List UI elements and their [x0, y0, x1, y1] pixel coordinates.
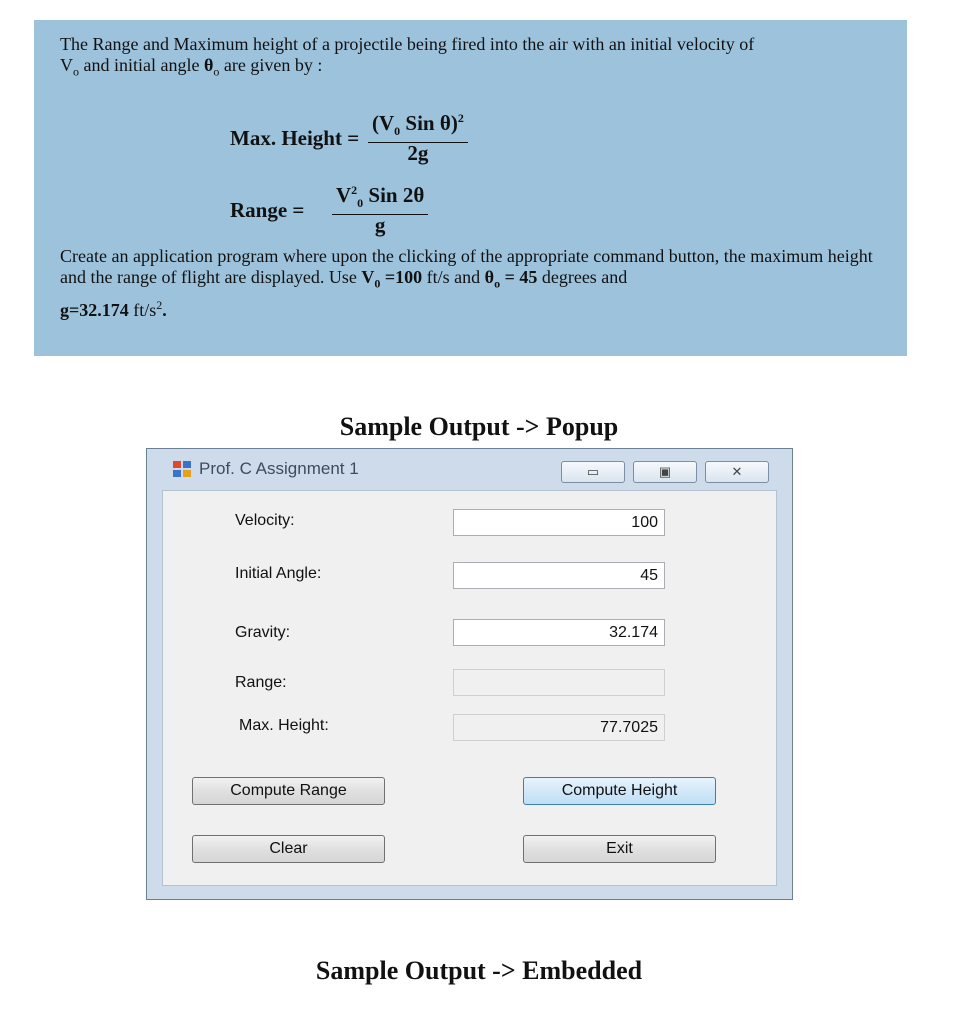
use-theta-value: = 45 [500, 267, 538, 287]
intro-end: are given by : [219, 55, 323, 75]
gravity-label: Gravity: [235, 624, 291, 641]
intro-theta-sub: o [213, 64, 220, 79]
mh-num-rest: Sin θ) [400, 111, 458, 135]
initial-angle-input[interactable]: 45 [453, 562, 665, 589]
range-output [453, 669, 665, 696]
max-height-formula-label: Max. Height = [230, 126, 360, 150]
range-denominator: g [374, 213, 386, 238]
use-v-value: =100 [380, 267, 423, 287]
range-fraction [332, 180, 428, 236]
compute-height-button[interactable]: Compute Height [523, 777, 716, 805]
use-theta-sub: o [494, 276, 501, 291]
range-num-v: V [336, 183, 352, 207]
gravity-input[interactable]: 32.174 [453, 619, 665, 646]
embedded-heading: Sample Output -> Embedded [315, 956, 643, 985]
use-g-unit: ft/s [128, 299, 157, 320]
close-button[interactable] [705, 461, 769, 483]
intro-theta: θ [203, 55, 214, 75]
instructions-text: Create an application program where upon the clicking of the appropriate command button, the maximum height and the range of flight are displayed. Use [60, 246, 873, 287]
intro-v-sub: o [73, 64, 79, 79]
max-height-label: Max. Height: [239, 717, 329, 734]
popup-heading: Sample Output -> Popup [339, 412, 619, 441]
intro-text: The Range and Maximum height of a projectile being fired into the air with an initial velocity of [60, 34, 755, 54]
maximize-icon: ▣ [658, 464, 672, 479]
window-title: Prof. C Assignment 1 [199, 459, 359, 478]
initial-angle-label: Initial Angle: [235, 565, 322, 582]
range-numerator [332, 180, 428, 214]
close-icon: ✕ [731, 464, 743, 479]
use-g: g=32.174 [60, 299, 129, 320]
velocity-label: Velocity: [235, 512, 295, 529]
range-num-sub: 0 [357, 196, 364, 211]
range-num-sup: 2 [351, 183, 358, 197]
app-form-icon [173, 461, 191, 477]
range-formula-label: Range = [230, 198, 305, 222]
minimize-button[interactable] [561, 461, 625, 483]
mh-num-sup: 2 [457, 111, 464, 125]
minimize-icon: ▭ [586, 464, 600, 479]
use-v-unit: ft/s and [422, 267, 485, 287]
velocity-input[interactable]: 100 [453, 509, 665, 536]
maximize-button[interactable] [633, 461, 697, 483]
problem-instructions [60, 246, 886, 321]
form-client-area [162, 490, 777, 886]
mh-num-a: (V [372, 111, 395, 135]
max-height-numerator [368, 108, 468, 142]
max-height-denominator: 2g [407, 141, 429, 166]
use-theta-unit: degrees and [537, 267, 628, 287]
assignment-window [146, 448, 793, 900]
title-bar[interactable] [147, 449, 792, 489]
problem-intro [60, 34, 881, 83]
intro-mid: and initial angle [79, 55, 204, 75]
use-v-sub: 0 [374, 276, 381, 291]
compute-range-button[interactable]: Compute Range [192, 777, 385, 805]
exit-button[interactable]: Exit [523, 835, 716, 863]
use-v: V [361, 267, 375, 287]
problem-statement [34, 20, 907, 356]
max-height-output: 77.7025 [453, 714, 665, 741]
use-g-end: . [162, 299, 167, 320]
max-height-fraction [368, 108, 468, 164]
range-num-rest: Sin 2θ [363, 183, 425, 207]
use-g-sup: 2 [156, 297, 163, 312]
intro-v: V [60, 55, 73, 75]
use-theta: θ [484, 267, 495, 287]
mh-num-sub: 0 [394, 124, 401, 139]
clear-button[interactable]: Clear [192, 835, 385, 863]
range-label: Range: [235, 674, 287, 691]
